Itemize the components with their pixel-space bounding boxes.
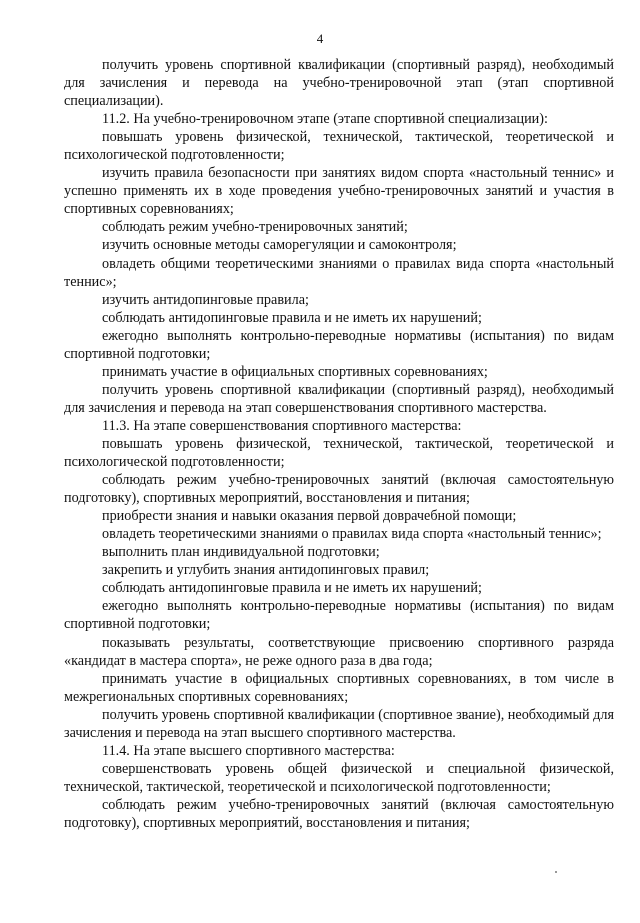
section-heading-11-3: 11.3. На этапе совершенствования спортивного мастерства: <box>102 417 462 434</box>
paragraph: соблюдать антидопинговые правила и не иметь их нарушений; <box>102 580 482 597</box>
paragraph: закрепить и углубить знания антидопинговых правил; <box>102 562 430 579</box>
paragraph: приобрести знания и навыки оказания первой доврачебной помощи; <box>102 508 517 525</box>
paragraph: ежегодно выполнять контрольно-переводные нормативы (испытания) по видам спортивной подготовки; <box>64 327 614 362</box>
paragraph: соблюдать режим учебно-тренировочных занятий; <box>102 219 408 236</box>
page-number: 4 <box>316 31 324 46</box>
paragraph: выполнить план индивидуальной подготовки; <box>102 544 380 561</box>
paragraph: изучить правила безопасности при занятиях видом спорта «настольный теннис» и успешно применять их в ходе проведения учебно-тренировочных занятий и участия в спортивных соревнованиях; <box>64 165 614 218</box>
paragraph: получить уровень спортивной квалификации (спортивный разряд), необходимый для зачисления и перевода на учебно-тренировочной этап (этап спортивной специализации). <box>64 57 614 110</box>
paragraph: совершенствовать уровень общей физической и специальной физической, технической, тактической, теоретической и психологической подготовленности; <box>64 760 614 795</box>
scan-speck <box>555 871 557 873</box>
section-heading-11-2: 11.2. На учебно-тренировочном этапе (этапе спортивной специализации): <box>102 111 548 128</box>
paragraph: повышать уровень физической, технической, тактической, теоретической и психологической подготовленности; <box>64 435 614 471</box>
paragraph: получить уровень спортивной квалификации (спортивный разряд), необходимый для зачисления и перевода на этап совершенствования спортивного мастерства. <box>64 381 614 416</box>
paragraph: показывать результаты, соответствующие присвоению спортивного разряда «кандидат в мастера спорта», не реже одного раза в два года; <box>64 634 614 669</box>
paragraph: получить уровень спортивной квалификации (спортивное звание), необходимый для зачисления и перевода на этап высшего спортивного мастерства. <box>64 706 614 741</box>
section-heading-11-4: 11.4. На этапе высшего спортивного мастерства: <box>102 742 395 759</box>
paragraph: изучить основные методы саморегуляции и самоконтроля; <box>102 237 457 254</box>
paragraph: овладеть общими теоретическими знаниями о правилах вида спорта «настольный теннис»; <box>64 255 614 290</box>
paragraph: соблюдать режим учебно-тренировочных занятий (включая самостоятельную подготовку), спортивных мероприятий, восстановления и питания; <box>64 796 614 831</box>
paragraph: изучить антидопинговые правила; <box>102 291 309 308</box>
paragraph: соблюдать антидопинговые правила и не иметь их нарушений; <box>102 309 482 326</box>
paragraph: повышать уровень физической, технической, тактической, теоретической и психологической подготовленности; <box>64 129 614 164</box>
document-body <box>64 56 614 832</box>
paragraph: ежегодно выполнять контрольно-переводные нормативы (испытания) по видам спортивной подготовки; <box>64 598 614 633</box>
paragraph: овладеть теоретическими знаниями о правилах вида спорта «настольный теннис»; <box>102 526 602 543</box>
paragraph: принимать участие в официальных спортивных соревнованиях, в том числе в межрегиональных спортивных соревнованиях; <box>64 670 614 705</box>
paragraph: принимать участие в официальных спортивных соревнованиях; <box>102 363 488 380</box>
paragraph: соблюдать режим учебно-тренировочных занятий (включая самостоятельную подготовку), спортивных мероприятий, восстановления и питания; <box>64 472 614 507</box>
